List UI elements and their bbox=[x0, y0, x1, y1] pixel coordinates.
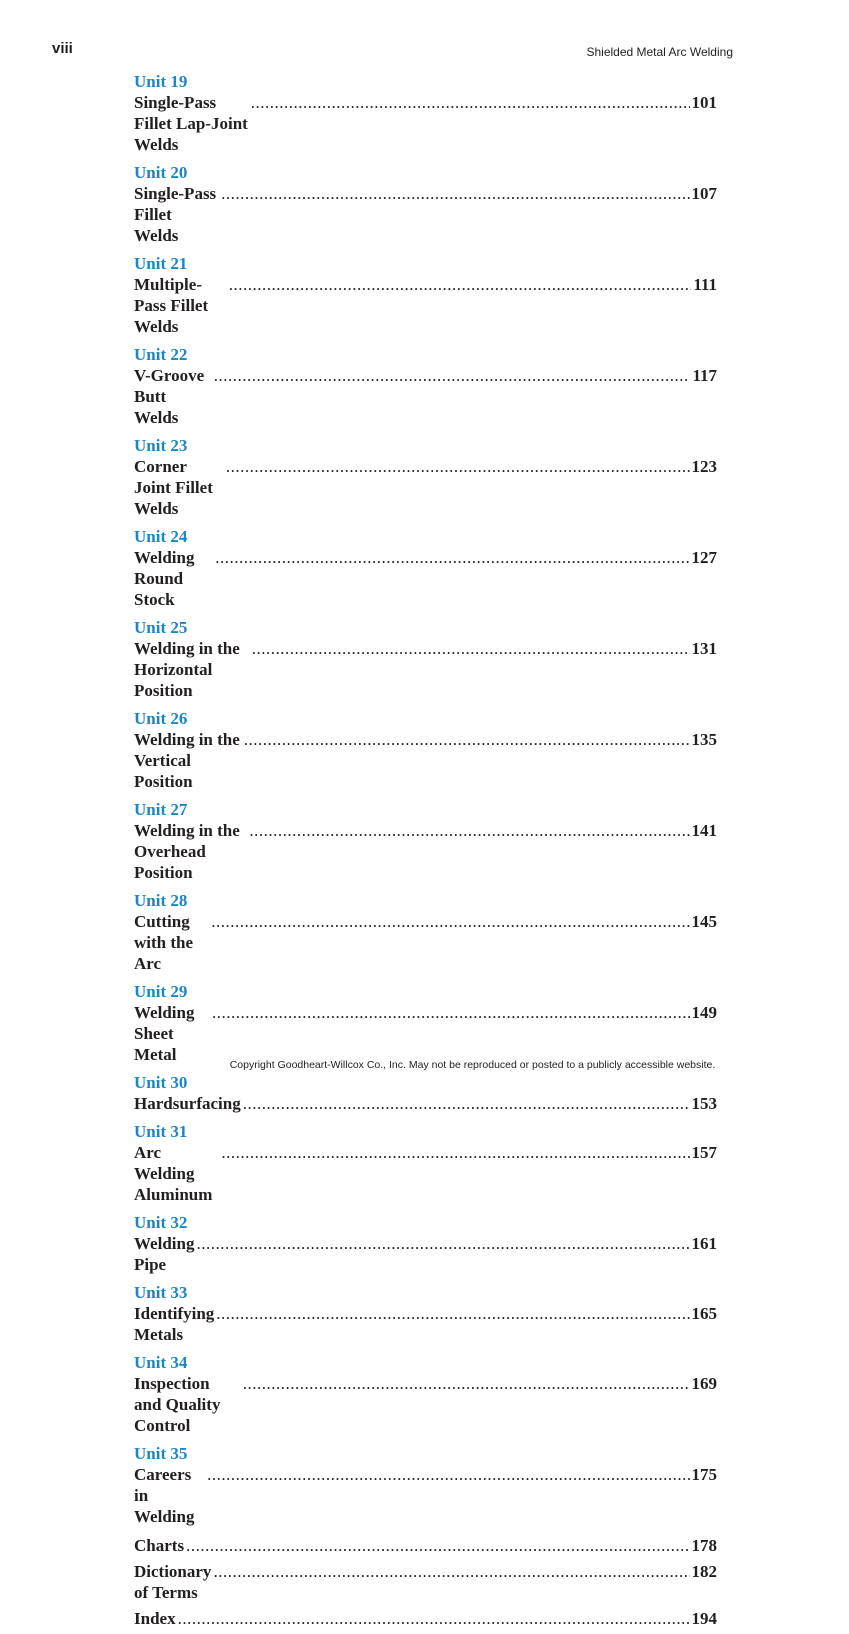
toc-entry-page-number: 145 bbox=[691, 912, 717, 931]
dot-leader bbox=[196, 1233, 689, 1254]
dot-leader bbox=[244, 729, 690, 750]
toc-unit-entry[interactable] bbox=[134, 800, 717, 883]
toc-entry-line[interactable] bbox=[134, 1464, 717, 1527]
toc-entry-title: Welding in the Horizontal Position bbox=[134, 639, 240, 700]
dot-leader bbox=[214, 365, 691, 386]
toc-unit-label: Unit 26 bbox=[134, 709, 188, 728]
toc-entry-page-number: 157 bbox=[691, 1143, 717, 1162]
page-number: viii bbox=[52, 40, 73, 57]
toc-entry-line[interactable] bbox=[134, 820, 717, 883]
toc-unit-entry[interactable] bbox=[134, 254, 717, 337]
dot-leader bbox=[243, 1373, 690, 1394]
toc-entry-line[interactable] bbox=[134, 1002, 717, 1065]
toc-entry-line[interactable] bbox=[134, 365, 717, 428]
toc-unit-label: Unit 20 bbox=[134, 163, 188, 182]
dot-leader bbox=[186, 1535, 689, 1556]
toc-unit-entry[interactable] bbox=[134, 1353, 717, 1436]
dot-leader bbox=[211, 911, 689, 932]
toc-unit-label: Unit 28 bbox=[134, 891, 188, 910]
toc-entry-title: Welding Round Stock bbox=[134, 548, 195, 609]
toc-entry-title: Welding in the Vertical Position bbox=[134, 730, 240, 791]
toc-entry-title: Dictionary of Terms bbox=[134, 1562, 212, 1602]
toc-entry-title: Charts bbox=[134, 1536, 185, 1555]
toc-entry-title: Multiple-Pass Fillet Welds bbox=[134, 275, 209, 336]
toc-entry-line[interactable] bbox=[134, 638, 717, 701]
toc-entry-page-number: 165 bbox=[691, 1304, 717, 1323]
toc-entry-title: Single-Pass Fillet Welds bbox=[134, 184, 217, 245]
toc-entry-line[interactable] bbox=[134, 1303, 717, 1345]
toc-entry-line[interactable] bbox=[134, 183, 717, 246]
toc-unit-label: Unit 19 bbox=[134, 72, 188, 91]
toc-unit-label: Unit 31 bbox=[134, 1122, 188, 1141]
toc-entry-page-number: 127 bbox=[691, 548, 717, 567]
toc-unit-label: Unit 35 bbox=[134, 1444, 188, 1463]
dot-leader bbox=[243, 1093, 690, 1114]
toc-unit-label: Unit 29 bbox=[134, 982, 188, 1001]
toc-unit-entry[interactable] bbox=[134, 527, 717, 610]
toc-unit-label: Unit 24 bbox=[134, 527, 188, 546]
toc-unit-entry[interactable] bbox=[134, 1073, 717, 1114]
toc-entry-line[interactable] bbox=[134, 1142, 717, 1205]
toc-unit-label: Unit 25 bbox=[134, 618, 188, 637]
toc-entry-page-number: 194 bbox=[691, 1609, 717, 1628]
toc-back-matter-list bbox=[134, 1535, 717, 1629]
toc-entry-title: Welding Sheet Metal bbox=[134, 1003, 195, 1064]
dot-leader bbox=[251, 92, 690, 113]
toc-entry-line[interactable] bbox=[134, 1233, 717, 1275]
toc-entry-line[interactable] bbox=[134, 1093, 717, 1114]
toc-entry-page-number: 101 bbox=[691, 93, 717, 112]
dot-leader bbox=[212, 1002, 690, 1023]
toc-unit-entry[interactable] bbox=[134, 891, 717, 974]
copyright-notice: Copyright Goodheart-Willcox Co., Inc. May not be reproduced or posted to a publicly accessible website. bbox=[229, 1059, 716, 1071]
dot-leader bbox=[216, 1303, 689, 1324]
toc-entry-page-number: 141 bbox=[691, 821, 717, 840]
toc-entry-title: Single-Pass Fillet Lap-Joint Welds bbox=[134, 93, 248, 154]
toc-entry-line[interactable] bbox=[134, 729, 717, 792]
dot-leader bbox=[221, 183, 689, 204]
toc-entry-line[interactable] bbox=[134, 547, 717, 610]
toc-unit-list bbox=[134, 72, 717, 1527]
toc-entry-page-number: 117 bbox=[692, 366, 717, 385]
toc-unit-label: Unit 33 bbox=[134, 1283, 188, 1302]
toc-entry-title: Identifying Metals bbox=[134, 1304, 215, 1344]
toc-unit-entry[interactable] bbox=[134, 618, 717, 701]
toc-entry-page-number: 123 bbox=[691, 457, 717, 476]
toc-unit-entry[interactable] bbox=[134, 1122, 717, 1205]
toc-entry-title: V-Groove Butt Welds bbox=[134, 366, 205, 427]
toc-entry-page-number: 175 bbox=[691, 1465, 717, 1484]
toc-unit-entry[interactable] bbox=[134, 345, 717, 428]
dot-leader bbox=[207, 1464, 689, 1485]
toc-entry-page-number: 131 bbox=[691, 639, 717, 658]
toc-entry-page-number: 107 bbox=[691, 184, 717, 203]
toc-unit-label: Unit 32 bbox=[134, 1213, 188, 1232]
dot-leader bbox=[178, 1608, 690, 1629]
toc-entry-title: Index bbox=[134, 1609, 176, 1628]
toc-unit-entry[interactable] bbox=[134, 982, 717, 1065]
toc-entry-line[interactable] bbox=[134, 456, 717, 519]
toc-entry-line[interactable] bbox=[134, 911, 717, 974]
toc-unit-label: Unit 34 bbox=[134, 1353, 188, 1372]
dot-leader bbox=[226, 456, 690, 477]
toc-entry-title: Corner Joint Fillet Welds bbox=[134, 457, 213, 518]
toc-unit-entry[interactable] bbox=[134, 72, 717, 155]
toc-unit-label: Unit 27 bbox=[134, 800, 188, 819]
toc-entry-page-number: 149 bbox=[691, 1003, 717, 1022]
toc-entry-title: Inspection and Quality Control bbox=[134, 1374, 221, 1435]
dot-leader bbox=[221, 1142, 689, 1163]
toc-entry-line[interactable] bbox=[134, 1535, 717, 1556]
toc-unit-label: Unit 22 bbox=[134, 345, 188, 364]
running-head-title: Shielded Metal Arc Welding bbox=[586, 45, 733, 59]
toc-unit-entry[interactable] bbox=[134, 163, 717, 246]
toc-entry-title: Hardsurfacing bbox=[134, 1094, 241, 1113]
dot-leader bbox=[215, 547, 689, 568]
toc-entry-page-number: 182 bbox=[691, 1562, 717, 1581]
toc-entry-page-number: 169 bbox=[691, 1374, 717, 1393]
toc-entry-line[interactable] bbox=[134, 92, 717, 155]
toc-unit-label: Unit 21 bbox=[134, 254, 188, 273]
toc-unit-entry[interactable] bbox=[134, 1283, 717, 1345]
toc-entry-title: Welding in the Overhead Position bbox=[134, 821, 240, 882]
toc-entry-title: Arc Welding Aluminum bbox=[134, 1143, 213, 1204]
dot-leader bbox=[213, 1561, 689, 1582]
toc-unit-entry[interactable] bbox=[134, 436, 717, 519]
toc-entry-title: Careers in Welding bbox=[134, 1465, 195, 1526]
toc-entry-page-number: 111 bbox=[693, 275, 717, 294]
toc-unit-label: Unit 23 bbox=[134, 436, 188, 455]
toc-entry-page-number: 178 bbox=[691, 1536, 717, 1555]
toc-entry-page-number: 161 bbox=[691, 1234, 717, 1253]
toc-entry-page-number: 153 bbox=[691, 1094, 717, 1113]
toc-unit-label: Unit 30 bbox=[134, 1073, 188, 1092]
toc-unit-entry[interactable] bbox=[134, 709, 717, 792]
toc-entry-title: Welding Pipe bbox=[134, 1234, 195, 1274]
toc-entry-line[interactable] bbox=[134, 1561, 717, 1603]
toc-unit-entry[interactable] bbox=[134, 1213, 717, 1275]
toc-entry-line[interactable] bbox=[134, 1608, 717, 1629]
toc-entry-title: Cutting with the Arc bbox=[134, 912, 194, 973]
toc-entry-line[interactable] bbox=[134, 1373, 717, 1436]
dot-leader bbox=[252, 638, 690, 659]
dot-leader bbox=[249, 820, 689, 841]
toc-entry-line[interactable] bbox=[134, 274, 717, 337]
toc-unit-entry[interactable] bbox=[134, 1444, 717, 1527]
toc-entry-page-number: 135 bbox=[691, 730, 717, 749]
dot-leader bbox=[229, 274, 692, 295]
table-of-contents bbox=[134, 72, 717, 1634]
